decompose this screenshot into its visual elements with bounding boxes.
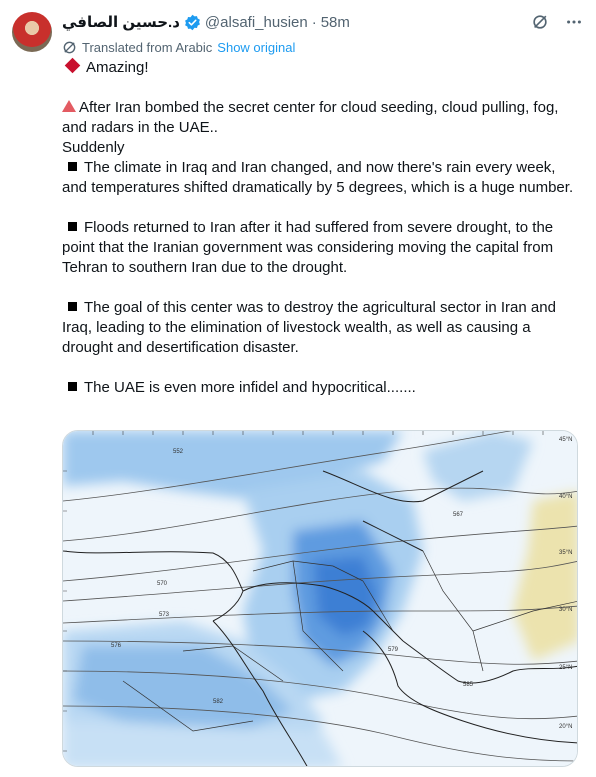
separator-dot: · bbox=[311, 13, 317, 31]
bullet-square-icon bbox=[68, 302, 77, 311]
tweet-bullet-2: Floods returned to Iran after it had suffered from severe drought, to the point that the Iranian government was considering moving the capital from Tehran to southern Iran due to the drought. bbox=[62, 219, 554, 276]
translated-label: Translated from Arabic bbox=[82, 39, 213, 55]
tweet-bullet-4: The UAE is even more infidel and hypocritical....... bbox=[84, 379, 416, 396]
weather-map-image[interactable] bbox=[62, 430, 578, 767]
more-options-icon[interactable] bbox=[564, 12, 584, 32]
svg-text:40°N: 40°N bbox=[559, 494, 573, 500]
bullet-square-icon bbox=[68, 162, 77, 171]
author-handle[interactable]: @alsafi_husien bbox=[204, 13, 308, 31]
verified-badge-icon bbox=[184, 14, 201, 31]
grok-icon[interactable] bbox=[530, 12, 550, 32]
tweet-line-3: Suddenly bbox=[62, 139, 125, 156]
show-original-link[interactable]: Show original bbox=[217, 39, 296, 55]
svg-text:585: 585 bbox=[463, 682, 474, 688]
svg-text:30°N: 30°N bbox=[559, 607, 573, 613]
svg-text:576: 576 bbox=[111, 643, 122, 649]
svg-text:35°N: 35°N bbox=[559, 550, 573, 556]
svg-text:582: 582 bbox=[213, 699, 224, 705]
svg-text:45°N: 45°N bbox=[559, 437, 573, 443]
bullet-square-icon bbox=[68, 382, 77, 391]
tweet-header bbox=[62, 12, 584, 32]
svg-text:20°N: 20°N bbox=[559, 724, 573, 730]
svg-text:570: 570 bbox=[157, 581, 168, 587]
svg-text:567: 567 bbox=[453, 512, 464, 518]
tweet-bullet-3: The goal of this center was to destroy the agricultural sector in Iran and Iraq, leading to the elimination of livestock wealth, as well as causing a drought and desertification disaster. bbox=[62, 299, 556, 356]
bullet-square-icon bbox=[68, 222, 77, 231]
svg-text:552: 552 bbox=[173, 449, 184, 455]
red-diamond-icon bbox=[65, 58, 81, 74]
weather-map bbox=[63, 431, 578, 767]
tweet-text bbox=[62, 58, 584, 398]
svg-text:25°N: 25°N bbox=[559, 665, 573, 671]
red-triangle-icon bbox=[62, 100, 76, 112]
tweet-line-1: Amazing! bbox=[86, 59, 149, 76]
svg-text:573: 573 bbox=[159, 612, 170, 618]
avatar[interactable] bbox=[12, 12, 52, 52]
svg-text:579: 579 bbox=[388, 647, 399, 653]
timestamp[interactable]: 58m bbox=[320, 13, 350, 31]
translation-notice bbox=[62, 38, 295, 56]
tweet-bullet-1: The climate in Iraq and Iran changed, and now there's rain every week, and temperatures shifted dramatically by 5 degrees, which is a huge number. bbox=[62, 159, 574, 196]
tweet-line-2: After Iran bombed the secret center for cloud seeding, cloud pulling, fog, and radars in the UAE.. bbox=[62, 99, 559, 136]
translate-icon bbox=[62, 40, 77, 55]
display-name[interactable]: د.حسين الصافي bbox=[62, 14, 180, 31]
